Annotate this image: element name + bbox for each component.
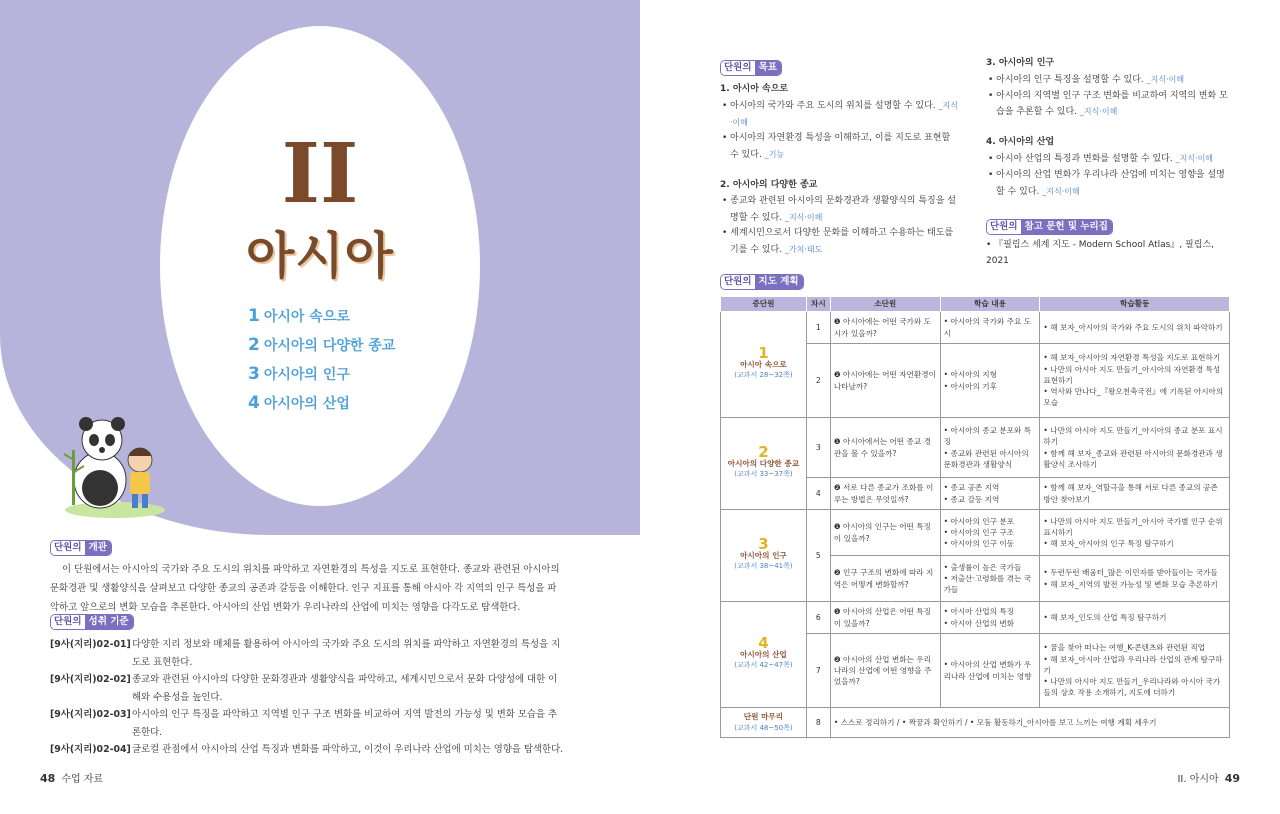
unit-cell: 3 아시아의 인구 (교과서 38~41쪽) bbox=[721, 510, 807, 602]
unit-roman-numeral: II bbox=[281, 126, 359, 222]
table-row: 2 아시아의 다양한 종교 (교과서 33~37쪽) 3 ❶ 아시아에서는 어떤 종교 경관을 볼 수 있을까? • 아시아의 종교 분포와 특징 • 종교와 관련된 아시아의 문화경관과 생활양식 • 나만의 아시아 지도 만들기_아시아의 종교 분포 표시하기 • 함께 해 보자_종교와 관련된 아시아의 문화경관과 생활양식 조사하기 bbox=[721, 418, 1230, 478]
standards-heading: 단원의 성취 기준 bbox=[50, 614, 134, 630]
reference-text: • 『필립스 세계 지도 - Modern School Atlas』, 필립스, 2021 bbox=[986, 240, 1214, 266]
table-row: ❷ 인구 구조의 변화에 따라 지역은 어떻게 변화할까? • 출생률이 높은 국가들 • 저출산·고령화를 겪는 국가들 • 두런두런 배움터_많은 이민자를 받아들이는 국가들 • 해 보자_지역의 발전 가능성 및 변화 모습 추론하기 bbox=[721, 556, 1230, 602]
title-oval bbox=[160, 26, 480, 506]
unit-cell: 4 아시아의 산업 (교과서 42~47쪽) bbox=[721, 602, 807, 708]
unit-cell: 2 아시아의 다양한 종교 (교과서 33~37쪽) bbox=[721, 418, 807, 510]
references-heading: 단원의 참고 문헌 및 누리집 bbox=[986, 219, 1113, 235]
unit-cell: 1 아시아 속으로 (교과서 28~32쪽) bbox=[721, 312, 807, 418]
toc-item[interactable]: 1 아시아 속으로 bbox=[248, 306, 350, 326]
table-header-row: 중단원 차시 소단원 학습 내용 학습활동 bbox=[721, 297, 1230, 312]
page-footer-right: II. 아시아 49 bbox=[1177, 772, 1240, 785]
right-page bbox=[640, 0, 1280, 814]
goal-item: • 아시아의 국가와 주요 도시의 위치를 설명할 수 있다. _지식·이해 bbox=[722, 100, 958, 127]
goal-item: • 아시아의 지역별 인구 구조 변화를 비교하여 지역의 변화 모습을 추론할 수 있다. _지식·이해 bbox=[988, 90, 1228, 118]
table-row: 1 아시아 속으로 (교과서 28~32쪽) 1 ❶ 아시아에는 어떤 국가와 도시가 있을까? • 아시아의 국가와 주요 도시 • 해 보자_아시아의 국가와 주요 도시의 위치 파악하기 bbox=[721, 312, 1230, 344]
table-row: 3 아시아의 인구 (교과서 38~41쪽) 5 ❶ 아시아의 인구는 어떤 특징이 있을까? • 아시아의 인구 분포 • 아시아의 인구 구조 • 아시아의 인구 이동 • 나만의 아시아 지도 만들기_아시아 국가별 인구 순위 표시하기 • 해 보자_아시아의 인구 특징 탐구하기 bbox=[721, 510, 1230, 556]
table-row: 7 ❷ 아시아의 산업 변화는 우리나라의 산업에 어떤 영향을 주었을까? • 아시아의 산업 변화가 우리나라 산업에 미치는 영향 • 꿈을 찾아 떠나는 여행_K-콘텐츠와 관련된 직업 • 해 보자_아시아 산업과 우리나라 산업의 관계 탐구하기 • 나만의 아시아 지도 만들기_우리나라와 아시아 국가들의 상호 작용 소개하기, 지도에 더하기 bbox=[721, 634, 1230, 708]
goal-item: • 아시아의 인구 특징을 설명할 수 있다. _지식·이해 bbox=[988, 74, 1185, 85]
goal-item: • 세계시민으로서 다양한 문화를 이해하고 수용하는 태도를 기를 수 있다. _가치·태도 bbox=[722, 228, 954, 256]
goal-item: • 아시아의 산업 변화가 우리나라 산업에 미치는 영향을 설명할 수 있다. _지식·이해 bbox=[988, 169, 1225, 197]
standards-list bbox=[50, 636, 565, 759]
page-number: 48 bbox=[40, 772, 56, 785]
toc-item[interactable]: 3 아시아의 인구 bbox=[248, 364, 350, 384]
unit-cell: 단원 마무리 (교과서 48~50쪽) bbox=[721, 708, 807, 738]
goal-item: • 종교와 관련된 아시아의 문화경관과 생활양식의 특징을 설명할 수 있다. _지식·이해 bbox=[722, 195, 956, 223]
goal-item: • 아시아의 자연환경 특성을 이해하고, 이를 지도로 표현할 수 있다. _기능 bbox=[722, 133, 951, 161]
table-row: 4 아시아의 산업 (교과서 42~47쪽) 6 ❶ 아시아의 산업은 어떤 특징이 있을까? • 아시아 산업의 특징 • 아시아 산업의 변화 • 해 보자_인도의 산업 특징 탐구하기 bbox=[721, 602, 1230, 634]
toc-item[interactable]: 2 아시아의 다양한 종교 bbox=[248, 335, 396, 355]
table-row: 4 ❷ 서로 다른 종교가 조화를 이루는 방법은 무엇일까? • 종교 공존 지역 • 종교 갈등 지역 • 함께 해 보자_역할극을 통해 서로 다른 종교의 공존 방안 찾아보기 bbox=[721, 478, 1230, 510]
toc-item[interactable]: 4 아시아의 산업 bbox=[248, 393, 350, 413]
panda-and-child-illustration bbox=[60, 410, 170, 520]
standard-item: [9사(지리)02-01] 다양한 지리 정보와 매체를 활용하여 아시아의 국가와 주요 도시의 위치를 파악하고 자연환경의 특성을 지도로 표현한다. bbox=[50, 639, 561, 668]
standard-item: [9사(지리)02-04] 글로컬 관점에서 아시아의 산업 특징과 변화를 파악하고, 이것이 우리나라 산업에 미치는 영향을 탐색한다. bbox=[50, 744, 564, 755]
table-row: 단원 마무리 (교과서 48~50쪽) 8 • 스스로 정리하기 / • 짝꿍과 확인하기 / • 모둠 활동하기_아시아를 보고 느끼는 여행 계획 세우기 bbox=[721, 708, 1230, 738]
table-row: 2 ❷ 아시아에는 어떤 자연환경이 나타날까? • 아시아의 지형 • 아시아의 기후 • 해 보자_아시아의 자연환경 특성을 지도로 표현하기 • 나만의 아시아 지도 만들기_아시아의 자연환경 특성 표현하기 • 역사와 만나다_『왕오천축국전』에 기록된 아시아의 모습 bbox=[721, 344, 1230, 418]
teaching-plan-table bbox=[720, 296, 1230, 738]
overview-text: 이 단원에서는 아시아의 국가와 주요 도시의 위치를 파악하고 자연환경의 특성을 지도로 표현한다. 종교와 관련된 아시아의 문화경관 및 생활양식을 살펴보고 다양한 종교의 공존과 갈등을 이해한다. 인구 지표를 통해 아시아 각 지역의 인구 특성을 파악하고 앞으로의 변화 모습을 추론한다. 아시아의 산업 변화가 우리나라의 산업에 미치는 영향을 다각도로 탐색한다. bbox=[50, 564, 560, 613]
standard-item: [9사(지리)02-02] 종교와 관련된 아시아의 다양한 문화경관과 생활양식을 파악하고, 세계시민으로서 문화 다양성에 대한 이해와 수용성을 높인다. bbox=[50, 674, 558, 703]
goals-heading: 단원의 목표 bbox=[720, 60, 782, 76]
goals-right-column: 3. 아시아의 인구 • 아시아의 인구 특징을 설명할 수 있다. _지식·이해 • 아시아의 지역별 인구 구조 변화를 비교하여 지역의 변화 모습을 추론할 수 있다. _지식·이해 4. 아시아의 산업 • 아시아 산업의 특징과 변화를 설명할 수 있다. _지식·이해 • 아시아의 산업 변화가 우리나라 산업에 미치는 영향을 설명할 수 있다. _지식·이해 bbox=[986, 50, 1231, 200]
unit-title: 아시아 bbox=[246, 227, 394, 285]
table-of-contents bbox=[248, 302, 468, 418]
overview-heading: 단원의 개관 bbox=[50, 540, 112, 556]
page-footer-left: 48 수업 자료 bbox=[40, 772, 104, 785]
goal-item: • 아시아 산업의 특징과 변화를 설명할 수 있다. _지식·이해 bbox=[988, 153, 1214, 164]
goals-left-column: 1. 아시아 속으로 • 아시아의 국가와 주요 도시의 위치를 설명할 수 있다. _지식·이해 • 아시아의 자연환경 특성을 이해하고, 이를 지도로 표현할 수 있다. _기능 2. 아시아의 다양한 종교 • 종교와 관련된 아시아의 문화경관과 생활양식의 특징을 설명할 수 있다. _지식·이해 • 세계시민으로서 다양한 문화를 이해하고 수용하는 태도를 기를 수 있다. _가치·태도 bbox=[720, 76, 960, 259]
plan-heading: 단원의 지도 계획 bbox=[720, 274, 804, 290]
page-number: 49 bbox=[1224, 772, 1240, 785]
standard-item: [9사(지리)02-03] 아시아의 인구 특징을 파악하고 지역별 인구 구조 변화를 비교하여 지역 발전의 가능성 및 변화 모습을 추론한다. bbox=[50, 709, 558, 738]
